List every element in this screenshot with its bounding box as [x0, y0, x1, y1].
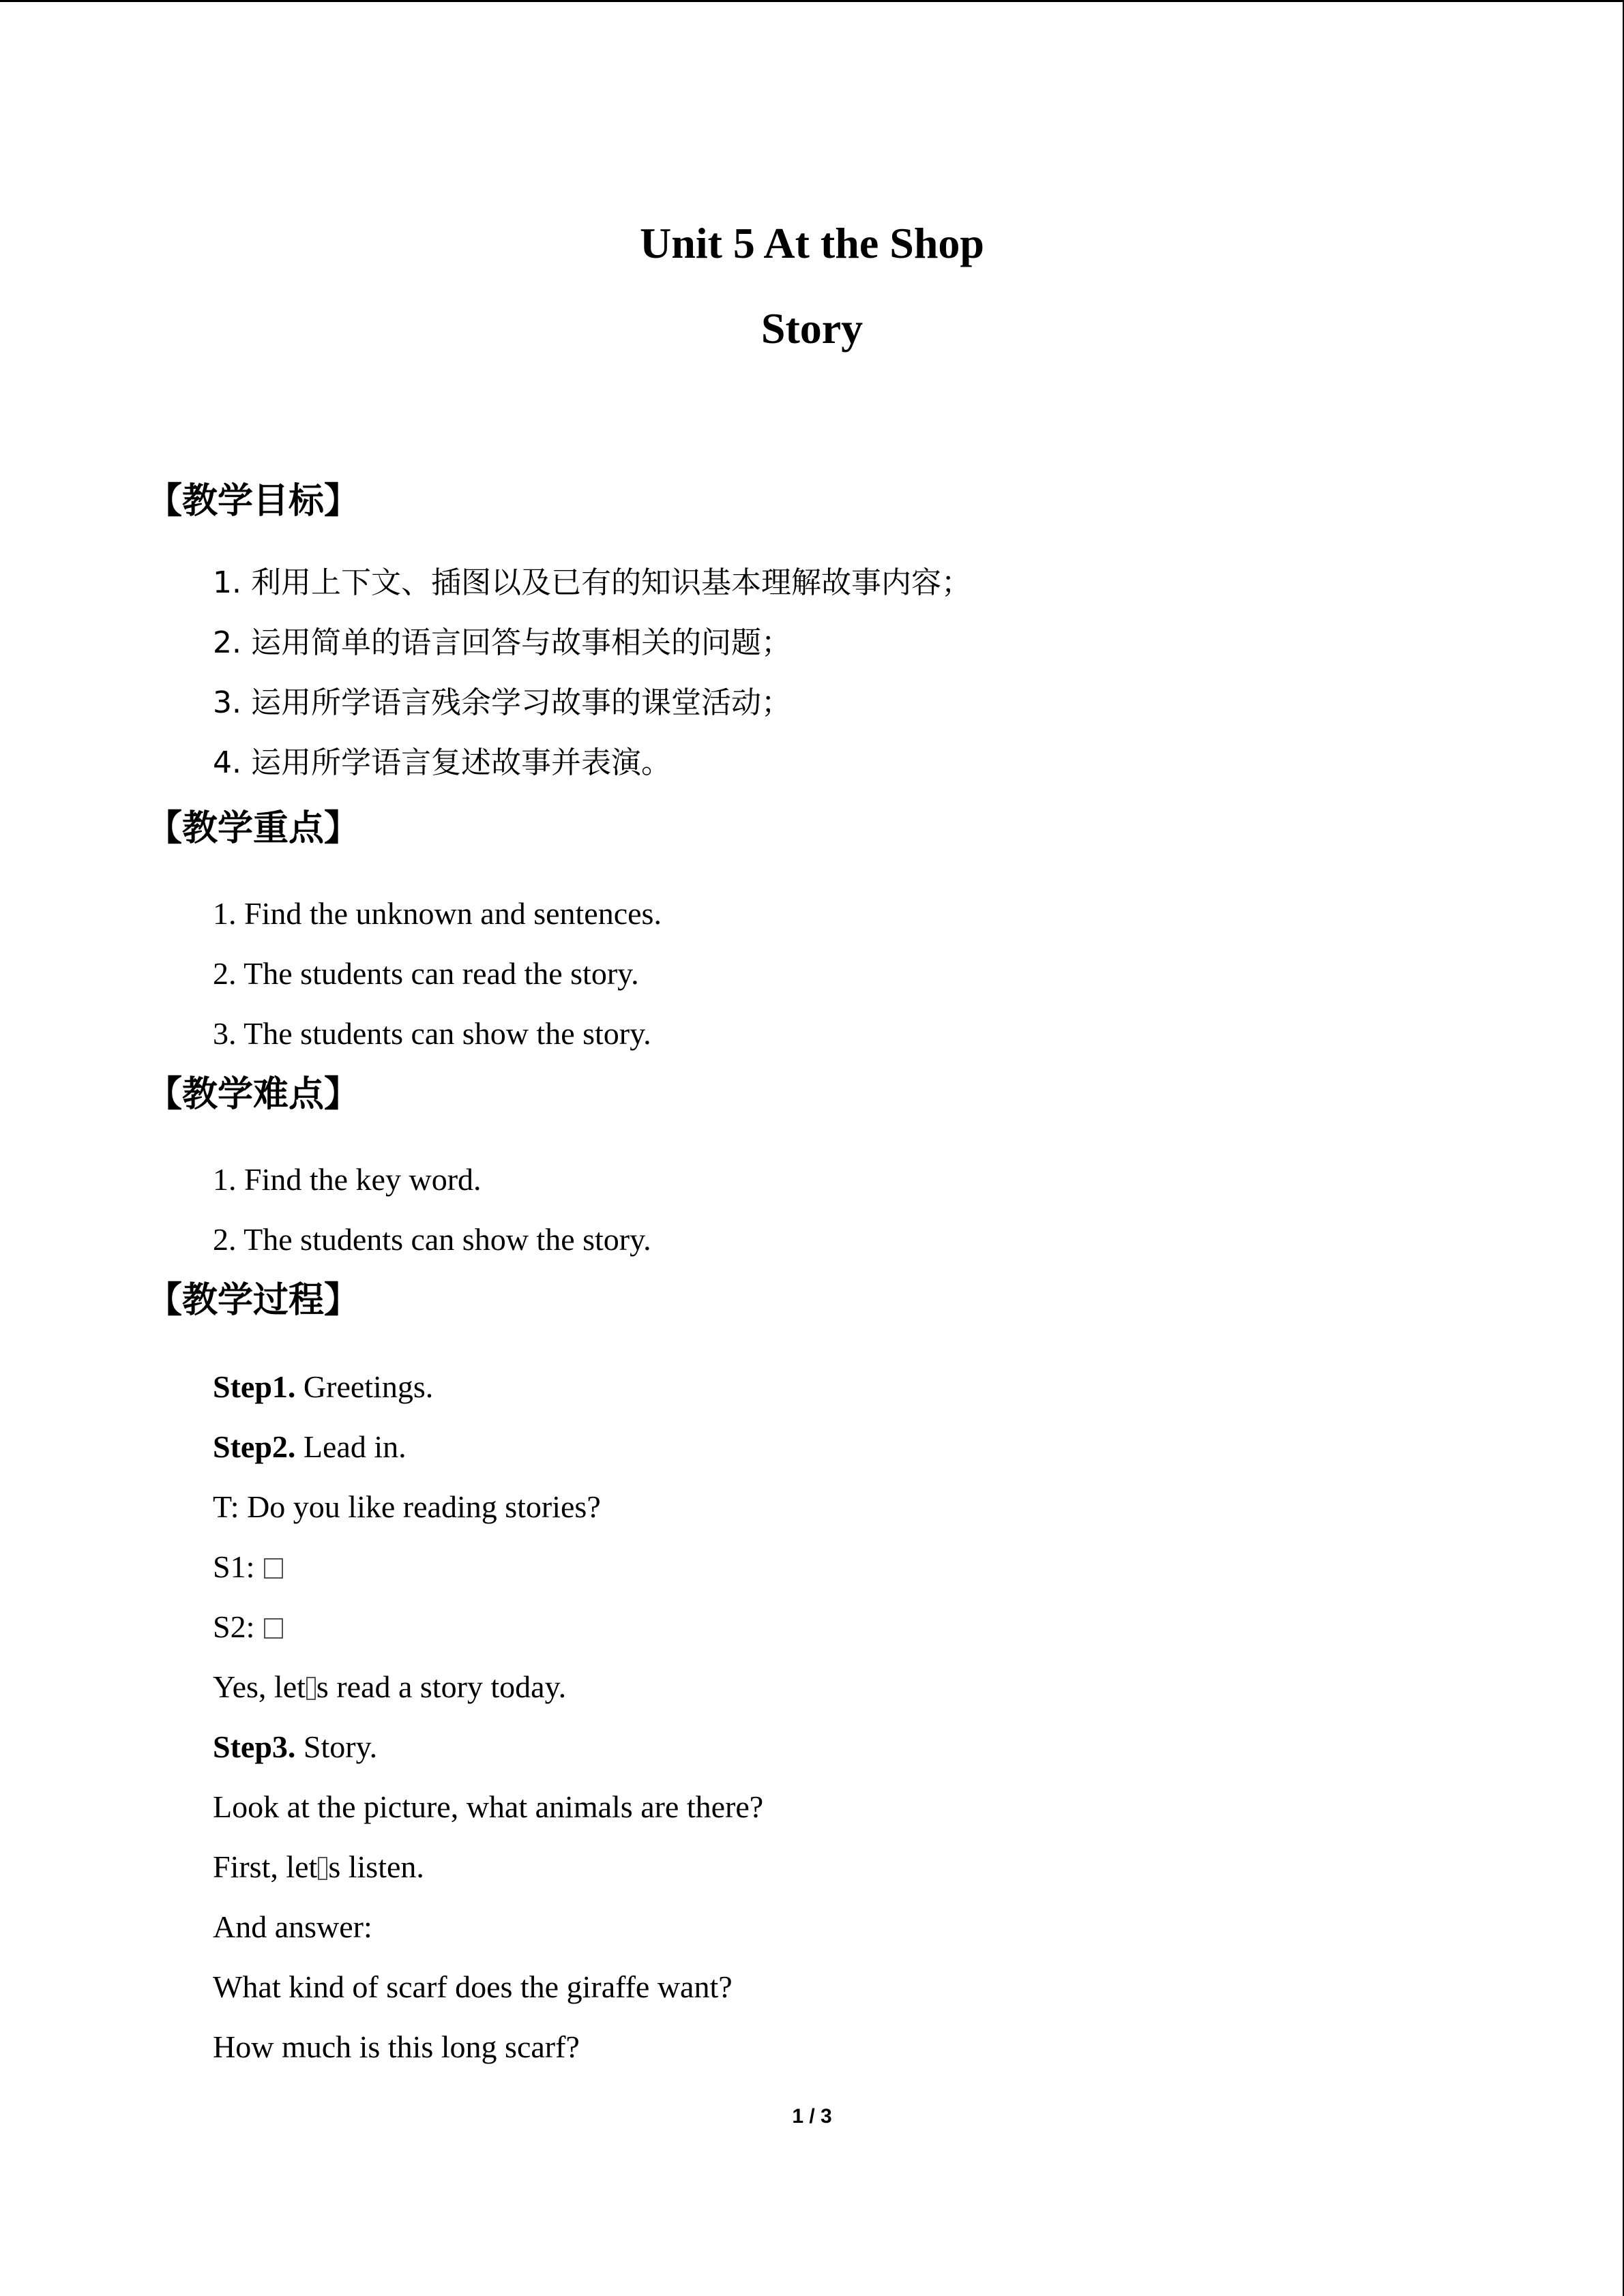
key-point-item: 2. The students can read the story.: [213, 956, 639, 991]
objectives-heading: 【教学目标】: [147, 481, 360, 522]
missing-glyph-box: [264, 1558, 283, 1579]
key-point-item: 1. Find the unknown and sentences.: [213, 896, 662, 931]
step1-line: [213, 1371, 433, 1403]
step1-text: Greetings.: [295, 1369, 434, 1404]
look-question: Look at the picture, what animals are there?: [213, 1789, 764, 1824]
teacher-question: T: Do you like reading stories?: [213, 1489, 601, 1524]
yes-text-start: Yes, let: [213, 1669, 306, 1704]
student2-line: [213, 1611, 283, 1643]
key-point-item: 3. The students can show the story.: [213, 1016, 651, 1051]
difficulties-heading: 【教学难点】: [147, 1074, 360, 1115]
objective-item: 3. 运用所学语言残余学习故事的课堂活动；: [213, 685, 791, 720]
student2-label: S2:: [213, 1609, 255, 1644]
objective-item: 2. 运用简单的语言回答与故事相关的问题；: [213, 625, 791, 660]
yes-text-end: s read a story today.: [316, 1669, 567, 1704]
missing-glyph-box: [264, 1618, 283, 1639]
missing-apostrophe-glyph: [306, 1677, 316, 1700]
student1-line: [213, 1551, 283, 1583]
step1-label: Step1.: [213, 1369, 296, 1404]
step2-text: Lead in.: [295, 1429, 407, 1464]
first-text-end: s listen.: [328, 1849, 424, 1884]
objective-item: 1. 利用上下文、插图以及已有的知识基本理解故事内容；: [213, 565, 971, 600]
objective-item: 4. 运用所学语言复述故事并表演。: [213, 745, 671, 780]
process-heading: 【教学过程】: [147, 1280, 360, 1321]
difficulty-item: 1. Find the key word.: [213, 1162, 482, 1197]
difficulty-item: 2. The students can show the story.: [213, 1222, 651, 1257]
document-subtitle: Story: [761, 304, 863, 353]
answer-prompt: And answer:: [213, 1909, 372, 1944]
document-title: Unit 5 At the Shop: [640, 219, 984, 267]
question-scarf-kind: What kind of scarf does the giraffe want?: [213, 1969, 733, 2004]
step3-text: Story.: [295, 1729, 378, 1764]
missing-apostrophe-glyph: [318, 1857, 327, 1880]
first-text-start: First, let: [213, 1849, 318, 1884]
step2-label: Step2.: [213, 1429, 296, 1464]
student1-label: S1:: [213, 1549, 255, 1584]
page-number: 1 / 3: [792, 2105, 832, 2128]
yes-line: [213, 1671, 566, 1703]
first-line: [213, 1851, 424, 1883]
step3-line: [213, 1731, 377, 1763]
key-points-heading: 【教学重点】: [147, 808, 360, 849]
step3-label: Step3.: [213, 1729, 296, 1764]
step2-line: [213, 1431, 407, 1463]
question-scarf-price: How much is this long scarf?: [213, 2029, 580, 2064]
